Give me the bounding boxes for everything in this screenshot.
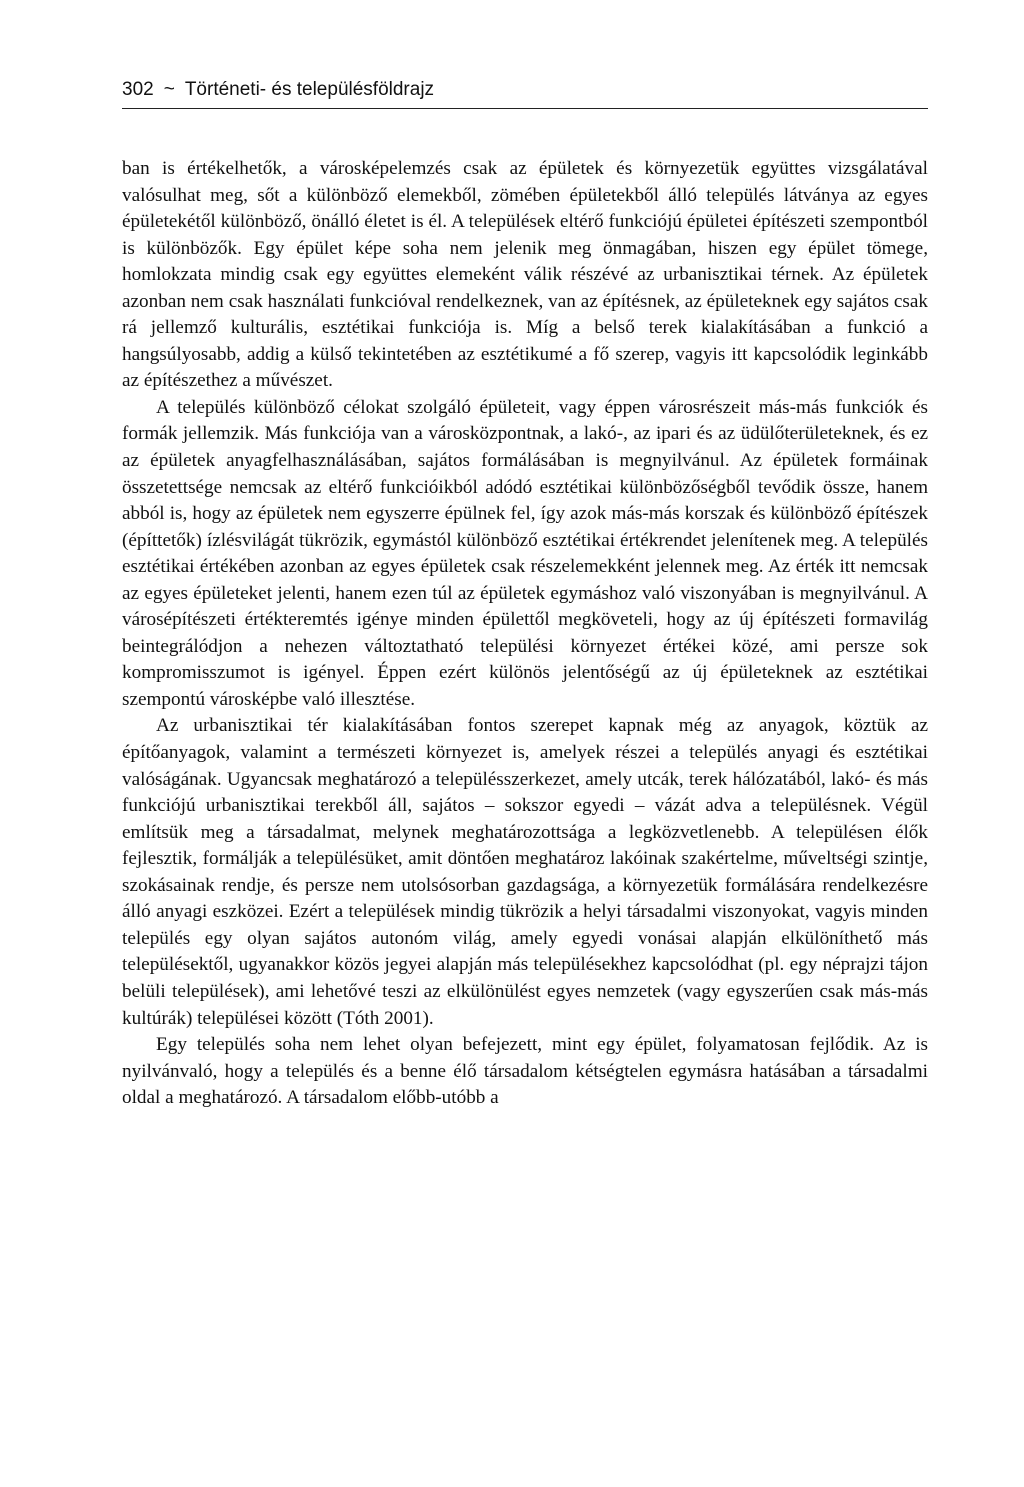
body-text: [122, 156, 928, 1112]
paragraph-1: ban is értékelhetők, a városképelemzés csak az épületek és környezetük együttes vizsgálatával valósulhat meg, sőt a különböző elemekből, zömében épületekből álló település látványa az egyes épületekétől különböző, önálló életet is él. A települések eltérő funkciójú épületei építészeti szempontból is különbözők. Egy épület képe soha nem jelenik meg önmagában, hiszen egy épület tömege, homlokzata mindig csak egy együttes elemeként válik részévé az urbanisztikai térnek. Az épületek azonban nem csak használati funkcióval rendelkeznek, van az építésnek, az épületeknek egy sajátos csak rá jellemző kulturális, esztétikai funkciója is. Míg a belső terek kialakításában a funkció a hangsúlyosabb, addig a külső tekintetében az esztétikumé a fő szerep, vagyis itt kapcsolódik leginkább az építészethez a művészet.: [122, 158, 928, 392]
chapter-title: Történeti- és településföldrajz: [184, 79, 435, 100]
header-rule: [122, 108, 928, 109]
paragraph-2: A település különböző célokat szolgáló épületeit, vagy éppen városrészeit más-más funkciók és formák jellemzik. Más funkciója van a városközpontnak, a lakó-, az ipari és az üdülőterületeknek, és ez az épületek anyagfelhasználásában, sajátos formálásában is megnyilvánul. Az épületek formáinak összetettsége nemcsak az eltérő funkcióikból adódó esztétikai különbözőségből tevődik össze, hanem abból is, hogy az épületek nem egyszerre épülnek fel, így azok más-más korszak és különböző építészek (építtetők) ízlésvilágát tükrözik, egymástól különböző esztétikai értékrendet jelenítenek meg. A település esztétikai értékében azonban az egyes épületek csak részelemekként jelennek meg. Az érték itt nemcsak az egyes épületeket jelenti, hanem ezen túl az épületek egymáshoz való viszonyában is megnyilvánul. A városépítészeti értékteremtés igénye minden épülettől megköveteli, hogy az új építészeti formavilág beintegrálódjon a nehezen változtatható települési környezet értékei közé, ami persze sok kompromisszumot is igényel. Éppen ezért különös jelentőségű az új épületeknek az esztétikai szempontú városképbe való illesztése.: [122, 396, 928, 710]
paragraph-4: Egy település soha nem lehet olyan befejezett, mint egy épület, folyamatosan fejlődik. Az is nyilvánvaló, hogy a település és a benne élő társadalom kétségtelen egymásra hatásában a társadalmi oldal a meghatározó. A társadalom előbb-utóbb a: [122, 1034, 928, 1109]
header-separator: ~: [163, 79, 175, 100]
paragraph-3: Az urbanisztikai tér kialakításában fontos szerepet kapnak még az anyagok, köztük az építőanyagok, valamint a természeti környezet is, amelyek részei a település anyagi és esztétikai valóságának. Ugyancsak meghatározó a településszerkezet, amely utcák, terek hálózatából, lakó- és más funkciójú urbanisztikai terekből áll, sajátos – sokszor egyedi – vázát adva a településnek. Végül említsük meg a társadalmat, melynek meghatározottsága a legközvetlenebb. A településen élők fejlesztik, formálják a településüket, amit döntően meghatároz lakóinak szakértelme, műveltségi szintje, szokásainak rendje, és persze nem utolsósorban gazdagsága, a környezetük formálására rendelkezésre álló anyagi eszközei. Ezért a települések mindig tükrözik a helyi társadalmi viszonyokat, vagyis minden település egy olyan sajátos autonóm világ, amely egyedi vonásai alapján elkülöníthető más településektől, ugyanakkor közös jegyei alapján más településekhez kapcsolódhat (pl. egy néprajzi tájon belüli települések), ami lehetővé teszi az elkülönülést egyes nemzetek (vagy egyszerűen csak más-más kultúrák) települései között (Tóth 2001).: [122, 715, 928, 1029]
running-header: [122, 78, 928, 102]
page-number: 302: [122, 79, 154, 100]
